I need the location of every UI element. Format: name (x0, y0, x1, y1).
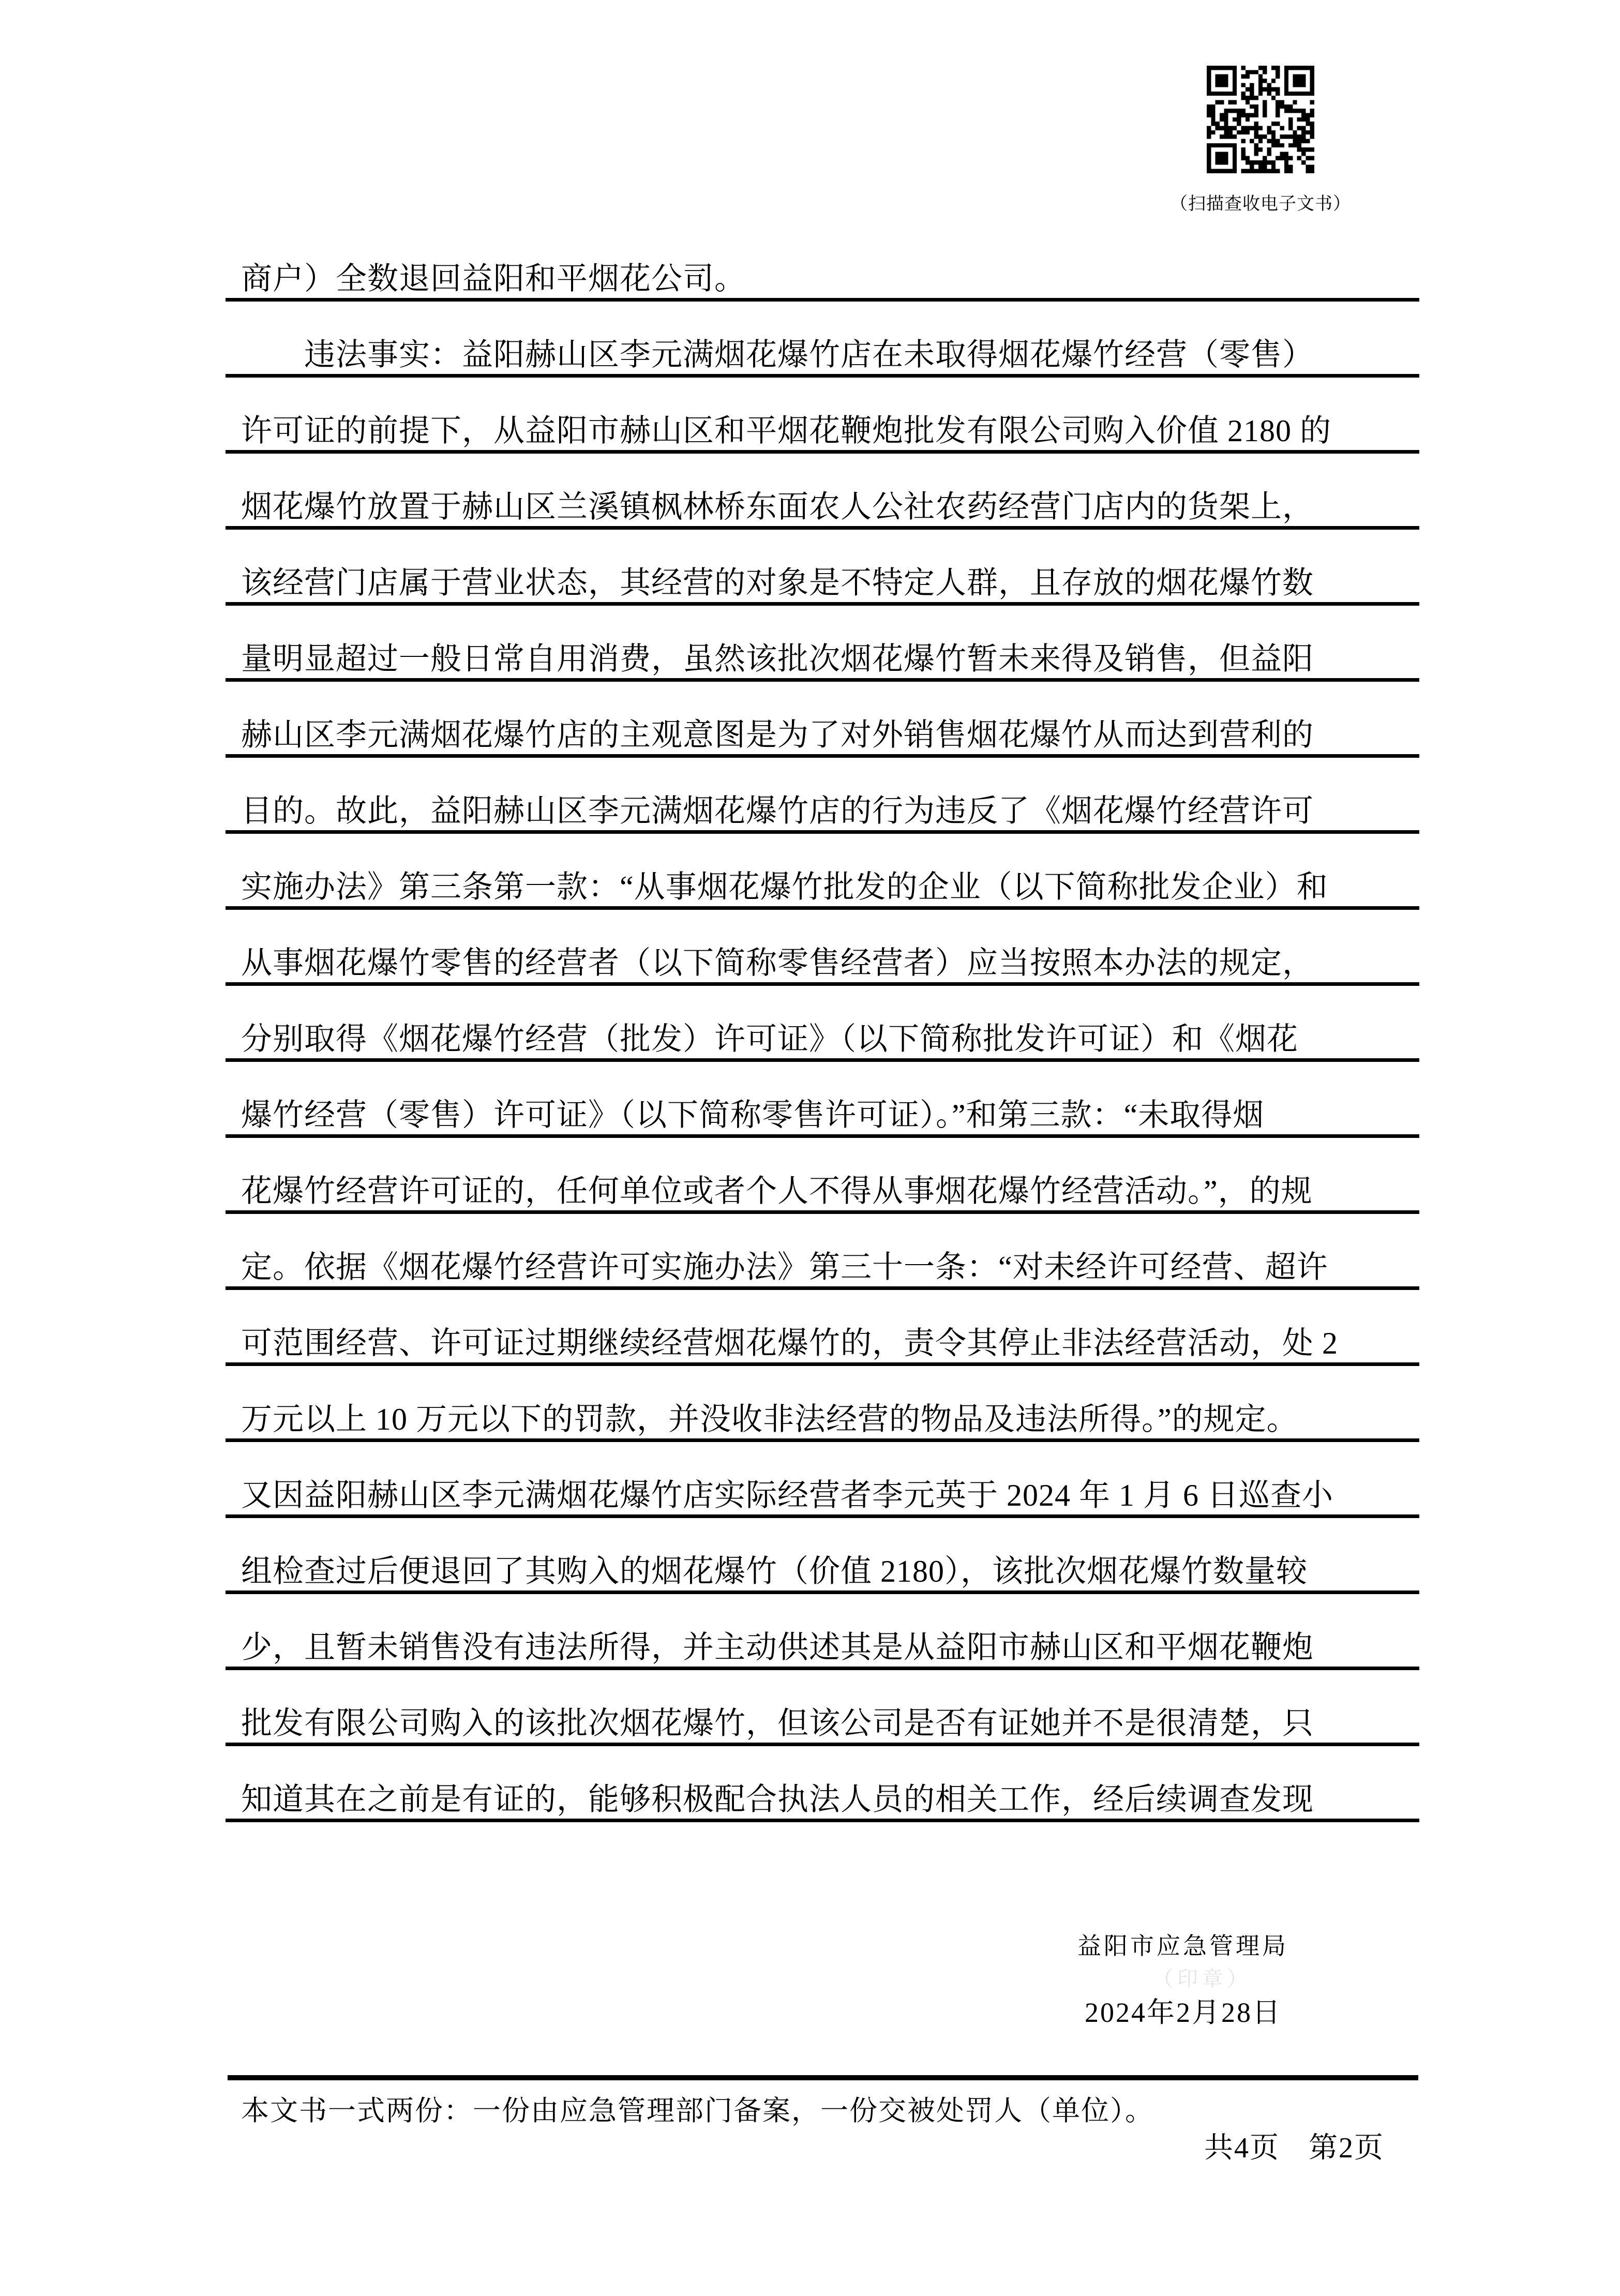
qr-code-image (1207, 66, 1314, 173)
body-line (226, 226, 1419, 302)
page-current: 第2页 (1309, 2132, 1384, 2164)
body-line-text: 量明显超过一般日常自用消费，虽然该批次烟花爆竹暂未来得及销售，但益阳 (241, 642, 1314, 676)
body-line (226, 530, 1419, 606)
body-line (226, 302, 1419, 378)
body-line-text: 分别取得《烟花爆竹经营（批发）许可证》（以下简称批发许可证）和《烟花 (241, 1022, 1298, 1056)
body-line-text: 烟花爆竹放置于赫山区兰溪镇枫林桥东面农人公社农药经营门店内的货架上， (241, 490, 1314, 524)
body-line (226, 378, 1419, 454)
body-line-text: 该经营门店属于营业状态，其经营的对象是不特定人群，且存放的烟花爆竹数 (241, 566, 1314, 600)
body-line-text: 批发有限公司购入的该批次烟花爆竹，但该公司是否有证她并不是很清楚，只 (241, 1706, 1314, 1740)
qr-code (1207, 66, 1314, 173)
body-line (226, 606, 1419, 682)
seal-placeholder: （印章） (1152, 1967, 1252, 1990)
body-line-text: 万元以上 10 万元以下的罚款，并没收非法经营的物品及违法所得。”的规定。 (241, 1402, 1298, 1436)
body-line (226, 910, 1419, 986)
body-line-text: 从事烟花爆竹零售的经营者（以下简称零售经营者）应当按照本办法的规定， (241, 946, 1314, 980)
body-line (226, 1214, 1419, 1290)
body-line-text: 组检查过后便退回了其购入的烟花爆竹（价值 2180），该批次烟花爆竹数量较 (241, 1554, 1308, 1588)
body-line-text: 知道其在之前是有证的，能够积极配合执法人员的相关工作，经后续调查发现 (241, 1782, 1314, 1817)
body-text (226, 226, 1419, 1822)
page-total: 共4页 (1204, 2132, 1280, 2164)
body-line-text: 花爆竹经营许可证的，任何单位或者个人不得从事烟花爆竹经营活动。”，的规 (241, 1174, 1313, 1208)
body-line (226, 1442, 1419, 1518)
body-line-text: 少，且暂未销售没有违法所得，并主动供述其是从益阳市赫山区和平烟花鞭炮 (241, 1630, 1314, 1664)
issue-date: 2024年2月28日 (1085, 1997, 1282, 2028)
body-line-text: 定。依据《烟花爆竹经营许可实施办法》第三十一条：“对未经许可经营、超许 (241, 1250, 1328, 1284)
footer-note: 本文书一式两份：一份由应急管理部门备案，一份交被处罚人（单位）。 (241, 2095, 1154, 2126)
body-line-text: 许可证的前提下，从益阳市赫山区和平烟花鞭炮批发有限公司购入价值 2180 的 (241, 414, 1331, 448)
body-line (226, 1594, 1419, 1670)
body-line (226, 1518, 1419, 1594)
body-line (226, 834, 1419, 910)
body-line (226, 454, 1419, 530)
body-line-text: 目的。故此，益阳赫山区李元满烟花爆竹店的行为违反了《烟花爆竹经营许可 (241, 794, 1314, 828)
body-line-text: 实施办法》第三条第一款：“从事烟花爆竹批发的企业（以下简称批发企业）和 (241, 870, 1328, 904)
body-line (226, 1062, 1419, 1138)
body-line (226, 1670, 1419, 1746)
issuing-agency: 益阳市应急管理局 (1077, 1933, 1288, 1959)
body-line (226, 758, 1419, 834)
footer-divider (228, 2075, 1418, 2080)
body-line-text: 赫山区李元满烟花爆竹店的主观意图是为了对外销售烟花爆竹从而达到营利的 (241, 718, 1314, 752)
body-line (226, 986, 1419, 1062)
body-line (226, 1138, 1419, 1214)
qr-caption: （扫描查收电子文书） (1170, 194, 1351, 214)
body-line-text: 爆竹经营（零售）许可证》（以下简称零售许可证）。”和第三款：“未取得烟 (241, 1098, 1265, 1132)
page-indicator (1204, 2125, 1384, 2166)
body-line (226, 682, 1419, 758)
body-line-text: 可范围经营、许可证过期继续经营烟花爆竹的，责令其停止非法经营活动，处 2 (241, 1326, 1338, 1360)
body-line (226, 1746, 1419, 1822)
body-line (226, 1290, 1419, 1366)
body-line-text: 违法事实：益阳赫山区李元满烟花爆竹店在未取得烟花爆竹经营（零售） (304, 338, 1314, 372)
body-line-text: 商户）全数退回益阳和平烟花公司。 (241, 262, 746, 296)
body-line (226, 1366, 1419, 1442)
body-line-text: 又因益阳赫山区李元满烟花爆竹店实际经营者李元英于 2024 年 1 月 6 日巡查小 (241, 1478, 1333, 1512)
